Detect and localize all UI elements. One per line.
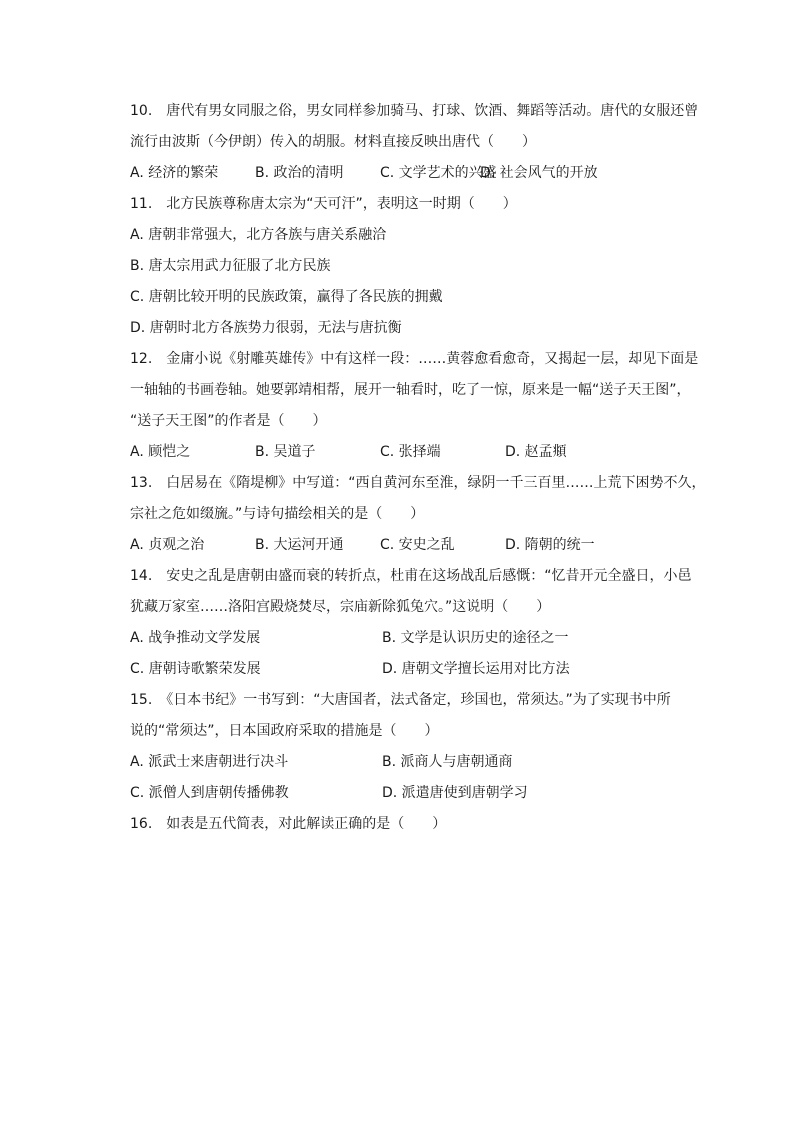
question-stem-line: 15. 《日本书纪》一书写到：“大唐国者，法式备定，珍国也，常须达。”为了实现书中所 xyxy=(130,692,671,708)
question-stem-line: 犹藏万家室……洛阳宫殿烧焚尽，宗庙新除狐兔穴。”这说明（ ） xyxy=(130,599,551,615)
option-d: D. 赵孟頫 xyxy=(505,444,567,460)
option-c: C. 张择端 xyxy=(380,444,441,460)
option-a: A. 顾恺之 xyxy=(130,444,191,460)
question-13 xyxy=(130,468,706,561)
options-row xyxy=(130,747,700,778)
option-c: C. 唐朝比较开明的民族政策，赢得了各民族的拥戴 xyxy=(130,289,443,305)
question-10 xyxy=(130,96,700,189)
options-row xyxy=(130,437,700,468)
option-b: B. 政治的清明 xyxy=(255,165,344,181)
options-row xyxy=(130,654,700,685)
option-d: D. 派遣唐使到唐朝学习 xyxy=(382,785,528,801)
option-c: C. 文学艺术的兴盛 xyxy=(380,165,497,181)
option-c: C. 唐朝诗歌繁荣发展 xyxy=(130,661,261,677)
options-row xyxy=(130,158,700,189)
question-list xyxy=(130,96,706,840)
option-c: C. 派僧人到唐朝传播佛教 xyxy=(130,785,289,801)
question-stem-line: 10. 唐代有男女同服之俗，男女同样参加骑马、打球、饮酒、舞蹈等活动。唐代的女服还曾 xyxy=(130,103,699,119)
option-a: A. 贞观之治 xyxy=(130,537,205,553)
option-d: D. 社会风气的开放 xyxy=(480,165,598,181)
question-stem-line: 说的“常须达”，日本国政府采取的措施是（ ） xyxy=(130,723,439,739)
question-16 xyxy=(130,809,700,840)
question-11 xyxy=(130,189,700,344)
option-d: D. 隋朝的统一 xyxy=(505,537,595,553)
question-stem-line: 16. 如表是五代简表，对此解读正确的是（ ） xyxy=(130,816,447,832)
option-a: A. 经济的繁荣 xyxy=(130,165,219,181)
question-stem-line: 宗社之危如缀旒。”与诗句描绘相关的是（ ） xyxy=(130,506,425,522)
option-b: B. 吴道子 xyxy=(255,444,316,460)
option-a: A. 唐朝非常强大，北方各族与唐关系融洽 xyxy=(130,227,387,243)
question-stem-line: 14. 安史之乱是唐朝由盛而衰的转折点，杜甫在这场战乱后感慨：“忆昔开元全盛日，小邑 xyxy=(130,568,692,584)
option-a: A. 战争推动文学发展 xyxy=(130,630,261,646)
question-15 xyxy=(130,685,700,809)
option-d: D. 唐朝时北方各族势力很弱，无法与唐抗衡 xyxy=(130,320,402,336)
question-stem-line: 12. 金庸小说《射雕英雄传》中有这样一段：……黄蓉愈看愈奇，又揭起一层，却见下面是 xyxy=(130,351,699,367)
option-a: A. 派武士来唐朝进行决斗 xyxy=(130,754,289,770)
question-stem-line: “送子天王图”的作者是（ ） xyxy=(130,413,327,429)
option-b: B. 大运河开通 xyxy=(255,537,344,553)
option-d: D. 唐朝文学擅长运用对比方法 xyxy=(382,661,570,677)
options-row xyxy=(130,778,700,809)
question-stem-line: 一轴轴的书画卷轴。她要郭靖相帮，展开一轴看时，吃了一惊，原来是一幅“送子天王图”， xyxy=(130,382,691,398)
question-12 xyxy=(130,344,700,468)
option-b: B. 唐太宗用武力征服了北方民族 xyxy=(130,258,331,274)
option-b: B. 文学是认识历史的途径之一 xyxy=(382,630,569,646)
question-stem-line: 13. 白居易在《隋堤柳》中写道：“西自黄河东至淮，绿阴一千三百里……上荒下困势不久， xyxy=(130,475,706,491)
question-stem-line: 流行由波斯（今伊朗）传入的胡服。材料直接反映出唐代（ ） xyxy=(130,134,536,150)
option-b: B. 派商人与唐朝通商 xyxy=(382,754,513,770)
question-14 xyxy=(130,561,700,685)
option-c: C. 安史之乱 xyxy=(380,537,455,553)
question-stem-line: 11. 北方民族尊称唐太宗为“天可汗”，表明这一时期（ ） xyxy=(130,196,517,212)
options-row xyxy=(130,530,700,561)
options-row xyxy=(130,623,700,654)
